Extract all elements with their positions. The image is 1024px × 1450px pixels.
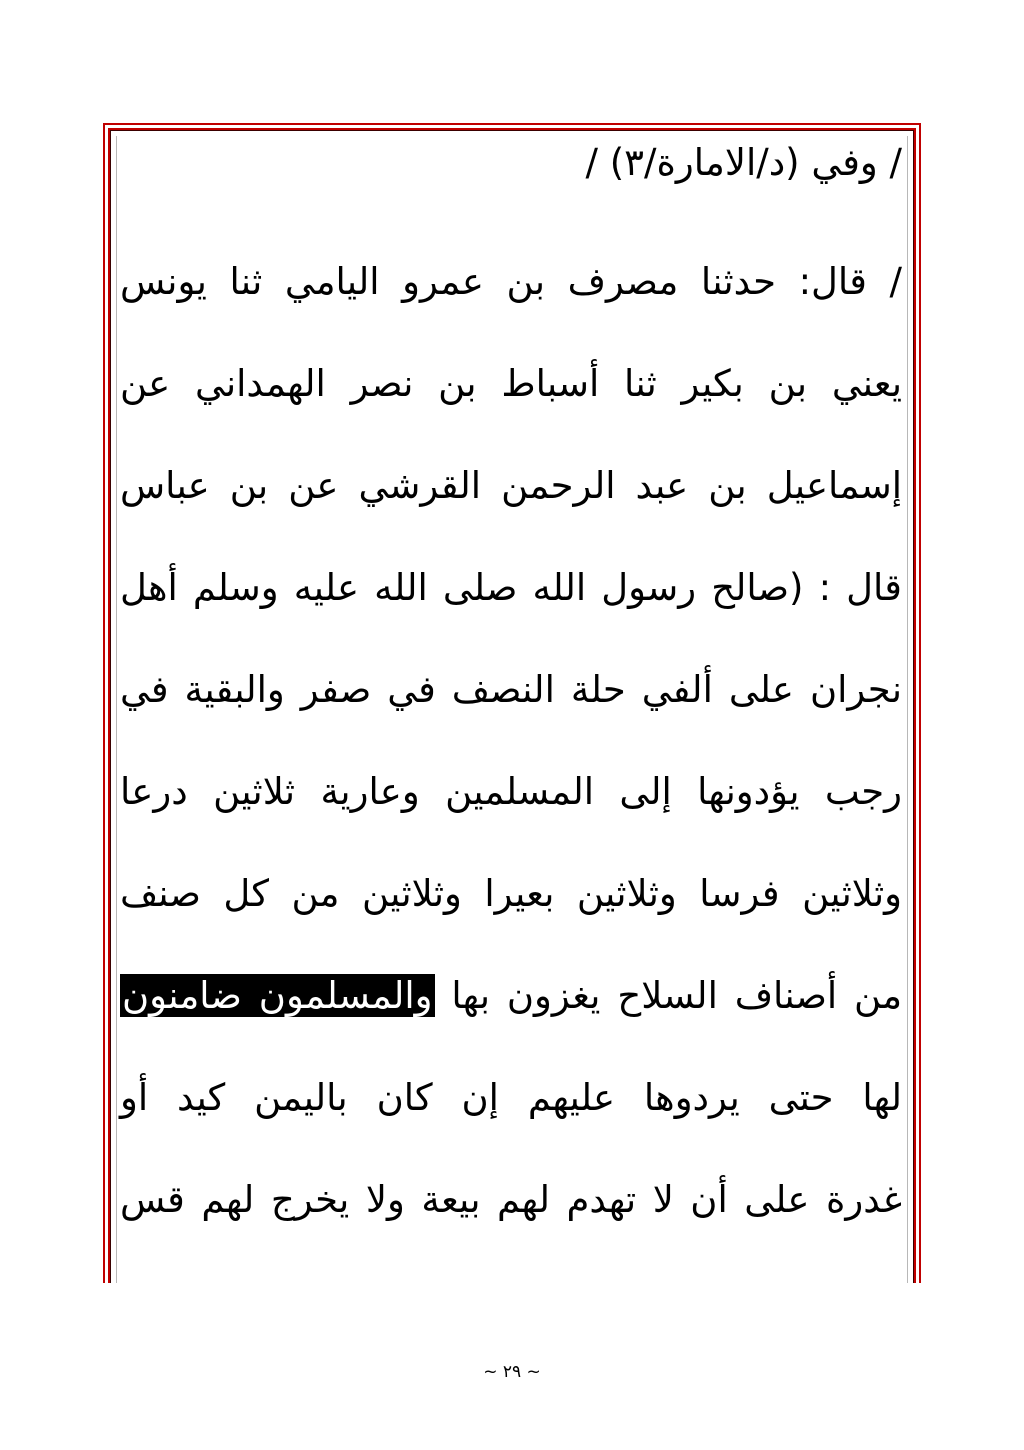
text-line-1: / قال: حدثنا مصرف بن عمرو اليامي ثنا يونس — [120, 260, 902, 303]
selected-text-highlight[interactable]: والمسلمون ضامنون — [122, 974, 433, 1017]
text-line-10: غدرة على أن لا تهدم لهم بيعة ولا يخرج لهم قس — [120, 1178, 902, 1221]
text-line-6: رجب يؤدونها إلى المسلمين وعارية ثلاثين درعا — [120, 770, 902, 813]
text-line-8-plain: من أصناف السلاح يغزون بها — [434, 974, 903, 1017]
text-line-8 — [120, 945, 902, 1047]
section-heading: / وفي (د/الامارة/٣) / — [585, 141, 902, 184]
text-line-9: لها حتى يردوها عليهم إن كان باليمن كيد أو — [120, 1076, 902, 1119]
heading-spacer — [120, 196, 902, 231]
text-line-5: نجران على ألفي حلة النصف في صفر والبقية في — [120, 668, 902, 711]
text-line-4: قال : (صالح رسول الله صلى الله عليه وسلم أهل — [120, 566, 902, 609]
document-body — [120, 130, 902, 1251]
page-number: ~ ٢٩ ~ — [483, 1362, 541, 1382]
text-line-7: وثلاثين فرسا وثلاثين بعيرا وثلاثين من كل صنف — [120, 872, 902, 915]
text-line-2: يعني بن بكير ثنا أسباط بن نصر الهمداني عن — [120, 362, 902, 405]
text-line-3: إسماعيل بن عبد الرحمن القرشي عن بن عباس — [120, 464, 902, 507]
